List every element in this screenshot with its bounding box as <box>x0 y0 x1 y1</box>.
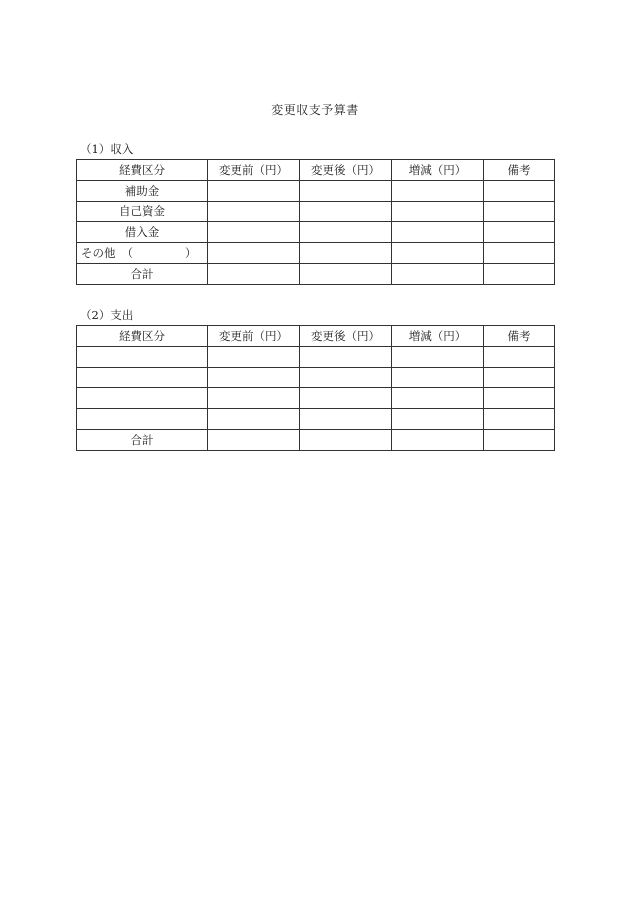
row-label-other[interactable] <box>77 243 208 264</box>
cell-category[interactable] <box>77 367 208 388</box>
cell-category[interactable] <box>77 409 208 430</box>
cell-remarks[interactable] <box>484 263 555 284</box>
table-header-row <box>77 160 555 181</box>
cell-difference[interactable] <box>392 263 484 284</box>
cell-remarks[interactable] <box>484 243 555 264</box>
column-header-category: 経費区分 <box>77 160 208 181</box>
cell-difference[interactable] <box>392 367 484 388</box>
other-label: その他 <box>81 246 116 261</box>
cell-before[interactable] <box>208 243 300 264</box>
cell-after[interactable] <box>300 367 392 388</box>
table-row <box>77 222 555 243</box>
column-header-before: 変更前（円） <box>208 326 300 347</box>
cell-difference[interactable] <box>392 180 484 201</box>
table-row <box>77 409 555 430</box>
table-row <box>77 243 555 264</box>
cell-difference[interactable] <box>392 222 484 243</box>
cell-difference[interactable] <box>392 429 484 450</box>
column-header-difference: 増減（円） <box>392 160 484 181</box>
cell-category[interactable] <box>77 346 208 367</box>
row-label-subsidy: 補助金 <box>77 180 208 201</box>
cell-after[interactable] <box>300 180 392 201</box>
column-header-remarks: 備考 <box>484 326 555 347</box>
table-header-row <box>77 326 555 347</box>
income-table <box>76 159 555 285</box>
cell-remarks[interactable] <box>484 180 555 201</box>
cell-remarks[interactable] <box>484 367 555 388</box>
column-header-after: 変更後（円） <box>300 326 392 347</box>
other-open-paren: （ <box>121 246 133 261</box>
row-label-own-funds: 自己資金 <box>77 201 208 222</box>
column-header-category: 経費区分 <box>77 326 208 347</box>
cell-before[interactable] <box>208 201 300 222</box>
table-row <box>77 346 555 367</box>
document-title: 変更収支予算書 <box>271 103 359 117</box>
cell-remarks[interactable] <box>484 388 555 409</box>
cell-before[interactable] <box>208 346 300 367</box>
cell-after[interactable] <box>300 222 392 243</box>
cell-remarks[interactable] <box>484 346 555 367</box>
cell-category[interactable] <box>77 388 208 409</box>
cell-before[interactable] <box>208 409 300 430</box>
cell-remarks[interactable] <box>484 222 555 243</box>
cell-difference[interactable] <box>392 243 484 264</box>
cell-difference[interactable] <box>392 388 484 409</box>
cell-after[interactable] <box>300 263 392 284</box>
table-row <box>77 388 555 409</box>
cell-before[interactable] <box>208 429 300 450</box>
row-label-borrowing: 借入金 <box>77 222 208 243</box>
row-label-total: 合計 <box>77 429 208 450</box>
other-close-paren: ） <box>185 246 197 261</box>
cell-before[interactable] <box>208 388 300 409</box>
cell-remarks[interactable] <box>484 201 555 222</box>
table-total-row <box>77 429 555 450</box>
table-row <box>77 180 555 201</box>
row-label-total: 合計 <box>77 263 208 284</box>
cell-before[interactable] <box>208 180 300 201</box>
column-header-before: 変更前（円） <box>208 160 300 181</box>
cell-remarks[interactable] <box>484 429 555 450</box>
cell-after[interactable] <box>300 388 392 409</box>
table-total-row <box>77 263 555 284</box>
cell-after[interactable] <box>300 346 392 367</box>
expense-table <box>76 325 555 451</box>
expense-section-heading: （2）支出 <box>80 308 134 322</box>
table-row <box>77 201 555 222</box>
cell-difference[interactable] <box>392 346 484 367</box>
cell-remarks[interactable] <box>484 409 555 430</box>
cell-difference[interactable] <box>392 409 484 430</box>
column-header-remarks: 備考 <box>484 160 555 181</box>
column-header-after: 変更後（円） <box>300 160 392 181</box>
cell-before[interactable] <box>208 263 300 284</box>
column-header-difference: 増減（円） <box>392 326 484 347</box>
table-row <box>77 367 555 388</box>
cell-after[interactable] <box>300 429 392 450</box>
cell-after[interactable] <box>300 409 392 430</box>
cell-after[interactable] <box>300 243 392 264</box>
cell-before[interactable] <box>208 367 300 388</box>
income-section-heading: （1）収入 <box>80 142 134 156</box>
cell-before[interactable] <box>208 222 300 243</box>
cell-after[interactable] <box>300 201 392 222</box>
cell-difference[interactable] <box>392 201 484 222</box>
